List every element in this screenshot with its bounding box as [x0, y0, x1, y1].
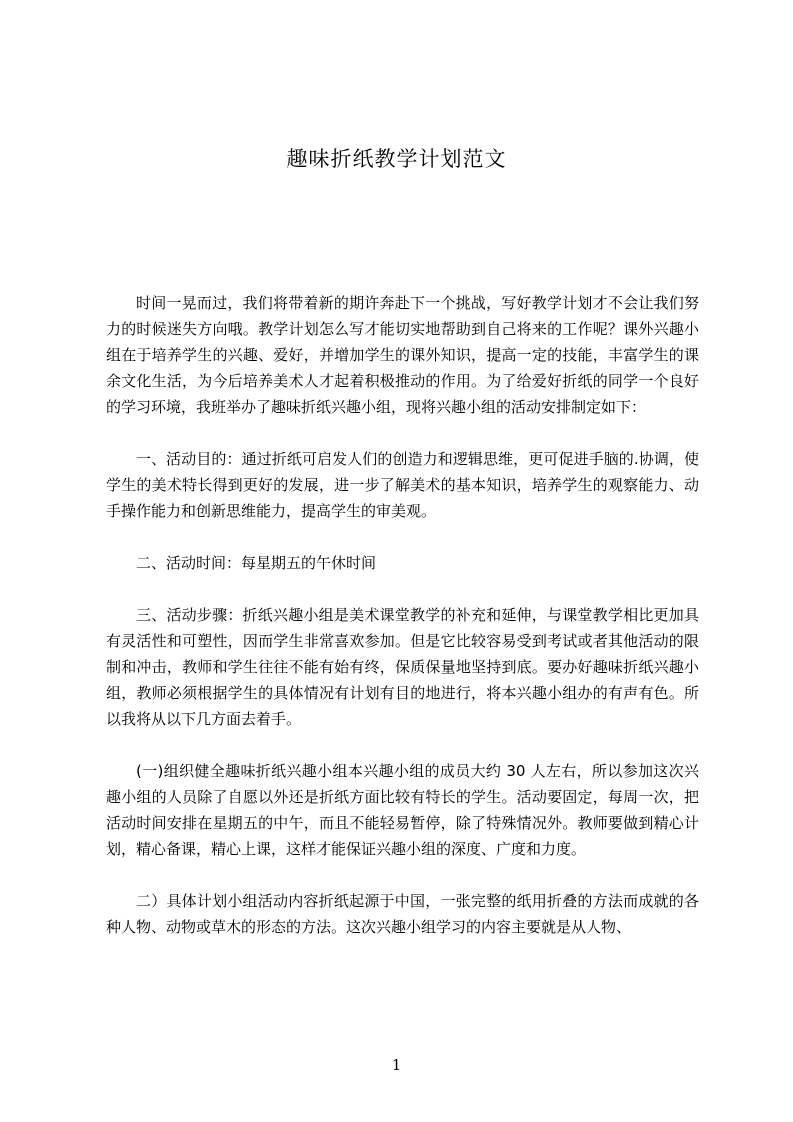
- paragraph-time: 二、活动时间：每星期五的午休时间: [136, 554, 377, 572]
- paragraph-organize: (一)组织健全趣味折纸兴趣小组本兴趣小组的成员大约 30 人左右，所以参加这次兴趣小组的人员除了自愿以外还是折纸方面比较有特长的学生。活动要固定，每周一次，把活动时间安排在星期五的中午，而且不能轻易暂停，除了特殊情况外。教师要做到精心计划，精心备课，精心上课，这样才能保证兴趣小组的深度、广度和力度。: [106, 762, 699, 858]
- paragraph-intro: 时间一晃而过，我们将带着新的期许奔赴下一个挑战，写好教学计划才不会让我们努力的时候迷失方向哦。教学计划怎么写才能切实地帮助到自己将来的工作呢？课外兴趣小组在于培养学生的兴趣、爱好，并增加学生的课外知识，提高一定的技能，丰富学生的课余文化生活，为今后培养美术人才起着积极推动的作用。为了给爱好折纸的同学一个良好的学习环境，我班举办了趣味折纸兴趣小组，现将兴趣小组的活动安排制定如下：: [106, 294, 699, 416]
- page-number: 1: [391, 1056, 402, 1074]
- paragraph-content: 二）具体计划小组活动内容折纸起源于中国，一张完整的纸用折叠的方法而成就的各种人物、动物或草木的形态的方法。这次兴趣小组学习的内容主要就是从人物、: [106, 892, 699, 936]
- document-body: [106, 290, 699, 940]
- document-title: 趣味折纸教学计划范文: [286, 147, 507, 171]
- paragraph-steps: 三、活动步骤：折纸兴趣小组是美术课堂教学的补充和延伸，与课堂教学相比更加具有灵活性和可塑性，因而学生非常喜欢参加。但是它比较容易受到考试或者其他活动的限制和冲击，教师和学生往往不能有始有终，保质保量地坚持到底。要办好趣味折纸兴趣小组，教师必须根据学生的具体情况有计划有目的地进行，将本兴趣小组办的有声有色。所以我将从以下几方面去着手。: [106, 606, 699, 728]
- paragraph-purpose: 一、活动目的：通过折纸可启发人们的创造力和逻辑思维，更可促进手脑的.协调，使学生的美术特长得到更好的发展，进一步了解美术的基本知识，培养学生的观察能力、动手操作能力和创新思维能力，提高学生的审美观。: [106, 450, 699, 520]
